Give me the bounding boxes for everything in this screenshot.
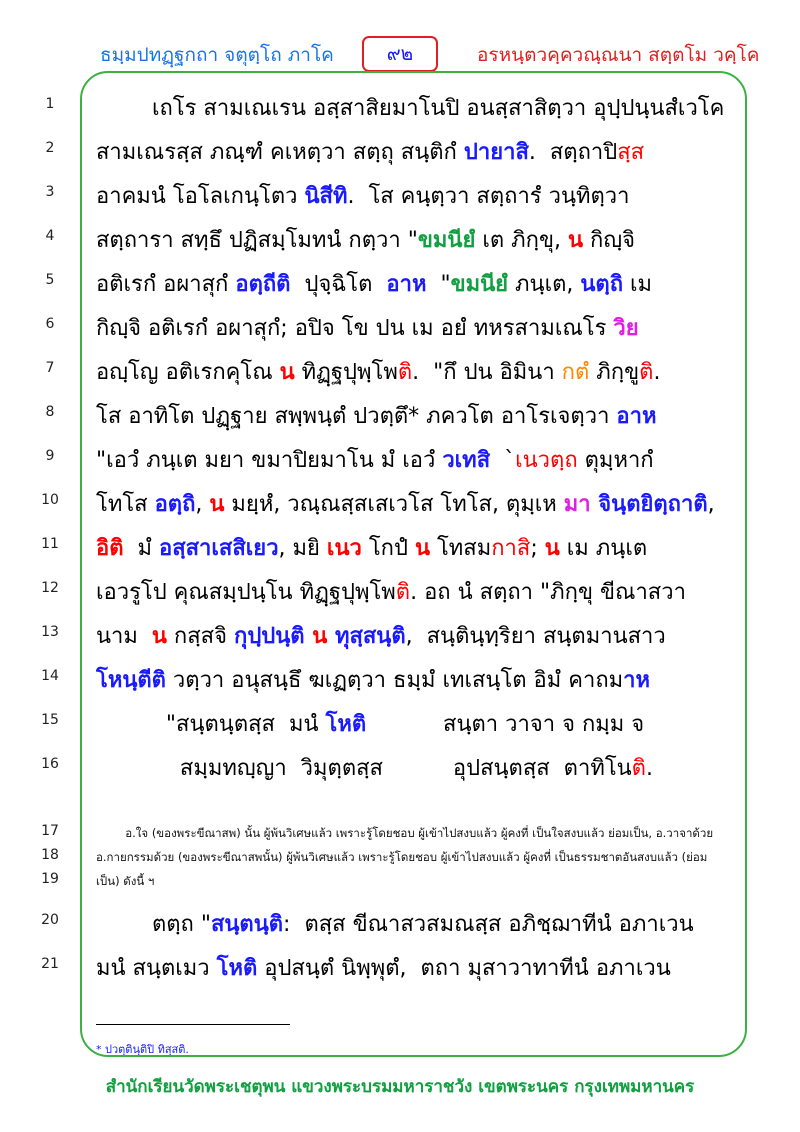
highlighted-word: กตํ [561,360,590,385]
text-run: โส อาทิโต ปฏฺฐาย สพฺพนฺตํ ปวตฺตึ* ภควโต อาโรเจตฺวา [96,404,617,429]
highlighted-word: มา [563,492,591,517]
text-run: อาคมนํ โอโลเกนฺโตว [96,184,305,209]
text-run: ทิฏฺฐปุพฺโพ [294,360,398,385]
highlighted-word: น [279,360,295,385]
highlighted-word: น [544,536,560,561]
highlighted-word: สฺส [617,140,645,165]
text-run: โส คนฺตฺวา สตฺถารํ วนฺทิตฺวา [354,184,630,209]
highlighted-word: อตฺถีติ [235,272,291,297]
text-run: เถโร สามเณเรน อสฺสาสิยมาโนปิ อนสฺสาสิตฺวา อุปฺปนฺนสํเวโค [96,96,724,121]
text-run: โกปํ [361,536,415,561]
text-line [96,90,724,125]
line-number: 15 [41,712,59,728]
text-line [96,574,724,609]
text-run: โทโส [96,492,155,517]
text-run: มนํ สนฺตเมว [96,956,217,981]
text-run: มํ [123,536,159,561]
text-run: , [195,492,210,517]
highlighted-word: โหติ [325,712,367,737]
text-run: อญฺโญ อติเรกคุโณ [96,360,280,385]
text-line: อ.กายกรรมด้วย (ของพระขีณาสพนั้น) ผู้พ้นวิเศษแล้ว เพราะรู้โดยชอบ ผู้เข้าไปสงบแล้ว ผู้คงที่ เป็นธรรมชาตอันสงบแล้ว (ย่อม [96,850,708,864]
line-number: 16 [41,756,59,772]
line-number: 2 [45,140,55,156]
text-run: , [707,492,715,517]
text-run: . [653,360,661,385]
text-line [96,178,724,213]
line-number: 10 [41,492,59,508]
footer: สำนักเรียนวัดพระเชตุพน แขวงพระบรมมหาราชวัง เขตพระนคร กรุงเทพมหานคร [105,1077,695,1097]
line-number: 3 [45,184,55,200]
text-run: "เอวํ ภนฺเต มยา ขมาปิยมาโน มํ เอวํ [96,448,443,473]
highlighted-word: สนฺตนฺติ [210,912,284,937]
text-run: สมฺมทญฺญา วิมุตฺตสฺส อุปสนฺตสฺส ตาทิโน [96,756,632,781]
line-number: 7 [45,360,55,376]
highlighted-word: ทุสฺสนฺติ [327,624,406,649]
highlighted-word: จินฺตยิตฺถาติ [590,492,708,517]
text-run: . [528,140,536,165]
text-run: ตตฺถ " [96,912,211,937]
text-run: เม [623,272,653,297]
text-run: โทสม [429,536,492,561]
text-run: สามเณรสฺส ภณฺฑํ คเหตฺวา สตฺถุ สนฺติกํ [96,140,464,165]
text-run: . [347,184,355,209]
highlighted-word: วิย [613,316,639,341]
line-number: 9 [45,448,55,464]
text-run: : ตสฺส ขีณาสวสมณสฺส อภิชฺฌาทีนํ อภาเวน [283,912,694,937]
line-number: 4 [45,228,55,244]
text-run: สตฺถาปิ [535,140,618,165]
text-line [96,906,724,941]
page-number: ๙๒ [362,36,438,72]
highlighted-word: น [414,536,430,561]
text-line [96,134,724,169]
highlighted-word: ขมนียํ [417,228,476,253]
text-line [96,706,724,741]
text-run: ภนฺเต, [508,272,581,297]
line-number: 8 [45,404,55,420]
line-number: 1 [45,96,55,112]
text-line [96,398,724,433]
text-line [96,442,724,477]
text-run: . [645,756,653,781]
text-run: มยฺหํ, วณฺณสฺสเสเวโส โทโส, ตุมฺเห [224,492,564,517]
line-number: 6 [45,316,55,332]
highlighted-word: กาสิ [491,536,531,561]
text-line [96,222,724,257]
line-number: 20 [41,912,59,928]
text-run: ภิกฺขู [589,360,640,385]
footnote: * ปวตฺตินฺติปิ ทิสฺสติ. [96,1043,189,1056]
highlighted-word: วเทสิ [442,448,491,473]
line-number: 17 [41,823,59,839]
line-number: 18 [41,847,59,863]
text-line [96,662,724,697]
text-run: อุปสนฺตํ นิพฺพุตํ, ตถา มุสาวาทาทีนํ อภาเวน [257,956,671,981]
highlighted-word: อตฺถิ [154,492,196,517]
text-run: สนฺตา วาจา จ กมฺม จ [366,712,645,737]
text-run: เต ภิกฺขุ, [475,228,568,253]
highlighted-word: โหนฺตีติ [96,668,166,693]
highlighted-word: าห [623,668,651,693]
highlighted-word: เนว [326,536,362,561]
highlighted-word: โหติ [216,956,258,981]
text-run: "สนฺตนฺตสฺส มนํ [96,712,326,737]
highlighted-word: น [304,624,328,649]
text-line [96,310,724,345]
text-line [96,530,724,565]
text-run: อติเรกํ อผาสุกํ [96,272,236,297]
text-run: " [426,272,451,297]
highlighted-word: นตฺถิ [580,272,624,297]
highlighted-word: ปายาสิ [463,140,529,165]
highlighted-word: ติ [639,360,654,385]
text-run: นาม [96,624,152,649]
text-run: ; [530,536,545,561]
text-line: อ.ใจ (ของพระขีณาสพ) นั้น ผู้พ้นวิเศษแล้ว เพราะรู้โดยชอบ ผู้เข้าไปสงบแล้ว ผู้คงที่ เป็นใจสงบแล้ว ย่อมเป็น, อ.วาจาด้วย [96,826,714,840]
highlighted-word: ติ [397,360,413,385]
text-line: เป็น) ดังนี้ ฯ [96,874,155,888]
highlighted-word: ขมนียํ [450,272,509,297]
running-header-left: ธมฺมปทฏฺฐกถา จตุตฺโถ ภาโค [100,44,334,66]
highlighted-word: น [209,492,225,517]
highlighted-word: กุปฺปนฺติ [234,624,305,649]
highlighted-word: อาห [386,272,427,297]
text-line [96,486,724,521]
text-run: , สนฺตินฺทฺริยา สนฺตมานสาว [405,624,666,649]
highlighted-word: น [567,228,584,253]
text-run: สตฺถารา สทฺธึ ปฏิสมฺโมทนํ กตฺวา " [96,228,418,253]
highlighted-word: ติ [395,580,411,605]
text-line [96,618,724,653]
text-line [96,750,724,785]
text-run: . อถ นํ สตฺถา "ภิกฺขุ ขีณาสวา [410,580,686,605]
text-run: กิญฺจิ [583,228,635,253]
text-line [96,354,724,389]
text-line [96,950,724,985]
text-run: กสฺสจิ [166,624,234,649]
highlighted-word: เนวตฺถ [515,448,578,473]
highlighted-word: น [151,624,167,649]
line-number: 19 [41,871,59,887]
text-run: ตุมฺหากํ [577,448,654,473]
text-run: ` [490,448,516,473]
line-number: 21 [41,956,59,972]
text-run: . "กึ ปน อิมินา [412,360,562,385]
highlighted-word: อาห [616,404,657,429]
highlighted-word: นิสีทิ [304,184,348,209]
running-header-right: อรหนฺตวคฺควณฺณนา สตฺตโม วคฺโค [477,44,760,66]
highlighted-word: อสฺสาเสสิเยว [158,536,279,561]
text-run: กิญฺจิ อติเรกํ อผาสุกํ; อปิจ โข ปน เม อยํ ทหรสามเณโร [96,316,614,341]
line-number: 12 [41,580,59,596]
text-run: เม ภนฺเต [559,536,648,561]
highlighted-word: ติ [631,756,646,781]
footnote-rule [96,1024,290,1025]
line-number: 13 [41,624,59,640]
highlighted-word: อิติ [96,536,124,561]
text-run: , มยิ [278,536,327,561]
text-run: เอวรูโป คุณสมฺปนฺโน ทิฏฺฐปุพฺโพ [96,580,396,605]
text-run: ปุจฺฉิโต [290,272,387,297]
text-line [96,266,724,301]
line-number: 11 [41,536,59,552]
line-number: 14 [41,668,59,684]
text-run: วตฺวา อนุสนฺธึ ฆเฏตฺวา ธมฺมํ เทเสนฺโต อิมํ คาถม [165,668,624,693]
line-number: 5 [45,272,55,288]
